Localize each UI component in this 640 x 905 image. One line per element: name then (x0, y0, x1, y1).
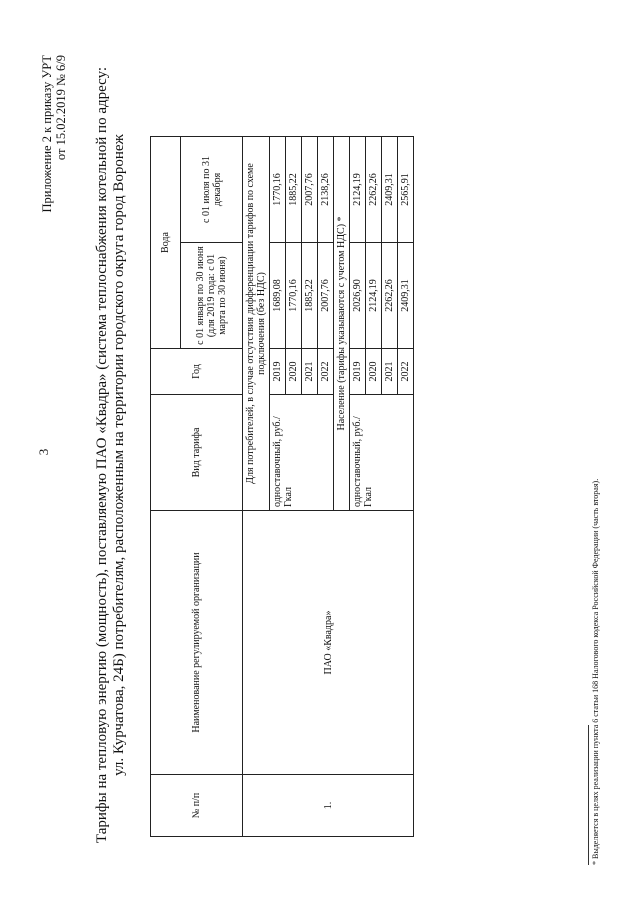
table-cell-value: 2007,76 (318, 243, 334, 349)
document-title (94, 45, 128, 865)
table-cell-value: 2262,26 (382, 243, 398, 349)
table-cell-year: 2021 (302, 349, 318, 395)
row-number: 1. (243, 775, 414, 837)
table-cell-value: 1770,16 (270, 136, 286, 242)
title-line-2: ул. Курчатова, 24Б) потребителям, расположенным на территории городского округа город Воронеж (111, 134, 127, 776)
section-2-title: Население (тарифы указываются с учетом НДС) * (334, 136, 350, 510)
table-cell-value: 2124,19 (366, 243, 382, 349)
appendix-line-1: Приложение 2 к приказу УРТ (40, 55, 54, 213)
appendix-line-2: от 15.02.2019 № 6/9 (54, 55, 68, 161)
table-cell-value: 2409,31 (398, 243, 414, 349)
header-organization: Наименование регулируемой организации (151, 511, 243, 775)
header-period-2: с 01 июля по 31 декабря (181, 136, 243, 242)
header-period-1: с 01 января по 30 июня (для 2019 года: с 01 марта по 30 июня) (181, 243, 243, 349)
table-cell-year: 2020 (366, 349, 382, 395)
table-cell-value: 1689,08 (270, 243, 286, 349)
table-cell-value: 2124,19 (350, 136, 366, 242)
organization-name: ПАО «Квадра» (243, 511, 414, 775)
rotated-document (40, 45, 610, 865)
section-1-title: Для потребителей, в случае отсутствия дифференциации тарифов по схеме подключения (без НДС) (243, 136, 270, 510)
table-cell-value: 1885,22 (302, 243, 318, 349)
table-cell-year: 2022 (398, 349, 414, 395)
section-1-tariff-type: одноставочный, руб./Гкал (270, 395, 334, 511)
table-cell-value: 2138,26 (318, 136, 334, 242)
tariff-table (150, 136, 414, 837)
page-number: 3 (36, 448, 51, 456)
header-tariff-type: Вид тарифа (151, 395, 243, 511)
table-cell-year: 2019 (270, 349, 286, 395)
section-2-tariff-type: одноставочный, руб./Гкал (350, 395, 414, 511)
footnote: * Выделяется в целях реализации пункта 6 статьи 168 Налогового кодекса Российской Федерации (часть вторая). (591, 478, 600, 865)
table-cell-year: 2019 (350, 349, 366, 395)
header-water: Вода (151, 136, 181, 348)
appendix-reference (40, 55, 68, 213)
header-number: № п/п (151, 775, 243, 837)
title-line-1: Тарифы на тепловую энергию (мощность), поставляемую ПАО «Квадра» (система теплоснабжения котельной по адресу: (94, 66, 110, 844)
table-cell-year: 2021 (382, 349, 398, 395)
table-cell-value: 2409,31 (382, 136, 398, 242)
table-cell-value: 2007,76 (302, 136, 318, 242)
table-cell-year: 2022 (318, 349, 334, 395)
table-cell-value: 1885,22 (286, 136, 302, 242)
header-year: Год (151, 349, 243, 395)
table-cell-value: 2262,26 (366, 136, 382, 242)
table-cell-year: 2020 (286, 349, 302, 395)
table-cell-value: 2565,91 (398, 136, 414, 242)
table-cell-value: 1770,16 (286, 243, 302, 349)
table-cell-value: 2026,90 (350, 243, 366, 349)
footnote-divider (588, 725, 589, 865)
